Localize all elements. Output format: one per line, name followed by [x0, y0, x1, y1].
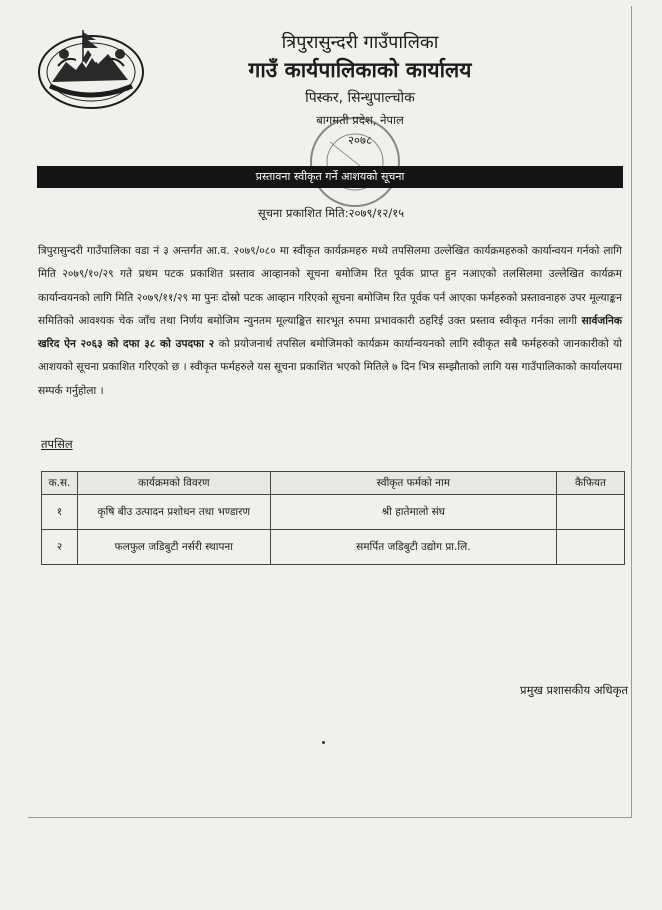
- serial-cell: १: [42, 495, 78, 530]
- column-header-remarks: कैफियत: [557, 472, 625, 495]
- firm-cell: समर्पित जडिबुटी उद्योग प्रा.लि.: [270, 530, 556, 565]
- notice-body-legal-reference: सार्वजनिक खरिद ऐन २०६३ को दफा ३८ को उपदफा २: [38, 314, 622, 351]
- table-row: [42, 530, 625, 565]
- notice-title: प्रस्तावना स्वीकृत गर्ने आशयको सूचना: [255, 170, 405, 183]
- notice-published-date: सूचना प्रकाशित मिति:२०७९/१२/१५: [257, 206, 405, 220]
- column-header-serial: क.स.: [42, 472, 78, 495]
- office-location: पिस्कर, सिन्धुपाल्चोक: [305, 90, 415, 106]
- remarks-cell: [557, 495, 625, 530]
- firm-cell: श्री हातेमालो संघ: [270, 495, 556, 530]
- paper-speck: [322, 741, 325, 744]
- office-stamp: [300, 112, 410, 212]
- program-cell: फलफुल जडिबुटी नर्सरी स्थापना: [77, 530, 270, 565]
- nepal-emblem-icon: [36, 22, 146, 112]
- table-row: [42, 495, 625, 530]
- notice-title-bar: [37, 166, 623, 188]
- municipality-name: त्रिपुरासुन्दरी गाउँपालिका: [281, 32, 439, 53]
- notice-body-part1: त्रिपुरासुन्दरी गाउँपालिका वडा नं ३ अन्तर्गत आ.व. २०७९/०८० मा स्वीकृत कार्यक्रमहरु मध्ये तपसिलमा उल्लेखित कार्यक्रमहरुको कार्यान्वयन गर्नको लागि मिति २०७९/१०/२९ गते प्रथम पटक प्रकाशित प्रस्ताव आव्हानको सूचना बमोजिम रित पूर्वक प्राप्त हुन नआएको तलसिलमा उल्लेखित कार्यक्रम कार्यान्वयनको लागि मिति २०७९/११/२९ मा पुनः दोस्रो पटक आव्हान गरिएको सूचना बमोजिम रित पूर्वक पर्न आएका फर्महरुको प्रस्तावनाहरु उपर मूल्याङ्कन समितिको आवश्यक चेक जाँच तथा निर्णय बमोजिम न्युनतम मूल्याङ्कित सारभूत रुपमा प्रभावकारी ठहरिई उक्त प्रस्ताव स्वीकृत गर्नका लागी: [38, 245, 622, 327]
- established-year: २०७८: [348, 133, 372, 147]
- signatory-title: प्रमुख प्रशासकीय अधिकृत: [520, 683, 628, 697]
- remarks-cell: [557, 530, 625, 565]
- schedule-heading: तपसिल: [41, 437, 73, 451]
- office-name: गाउँ कार्यपालिकाको कार्यालय: [248, 58, 472, 82]
- notice-body-part2: को प्रयोजनार्थ तपसिल बमोजिमको कार्यक्रम कार्यान्वयनको लागि स्वीकृत सबै फर्महरुको जानकारीको यो आशयको सूचना प्रकाशित गरिएको छ । स्वीकृत फर्महरुले यस सूचना प्रकाशित भएको मितिले ७ दिन भित्र सम्झौताको लागि यस गाउँपालिकाको कार्यालयमा सम्पर्क गर्नुहोला ।: [38, 338, 622, 397]
- notice-body: [38, 240, 622, 403]
- program-cell: कृषि बीउ उत्पादन प्रशोधन तथा भण्डारण: [77, 495, 270, 530]
- column-header-program: कार्यक्रमको विवरण: [77, 472, 270, 495]
- approved-firms-table: [41, 471, 625, 565]
- province-line: बागमती प्रदेश, नेपाल: [316, 113, 404, 127]
- serial-cell: २: [42, 530, 78, 565]
- table-header-row: [42, 472, 625, 495]
- column-header-firm: स्वीकृत फर्मको नाम: [270, 472, 556, 495]
